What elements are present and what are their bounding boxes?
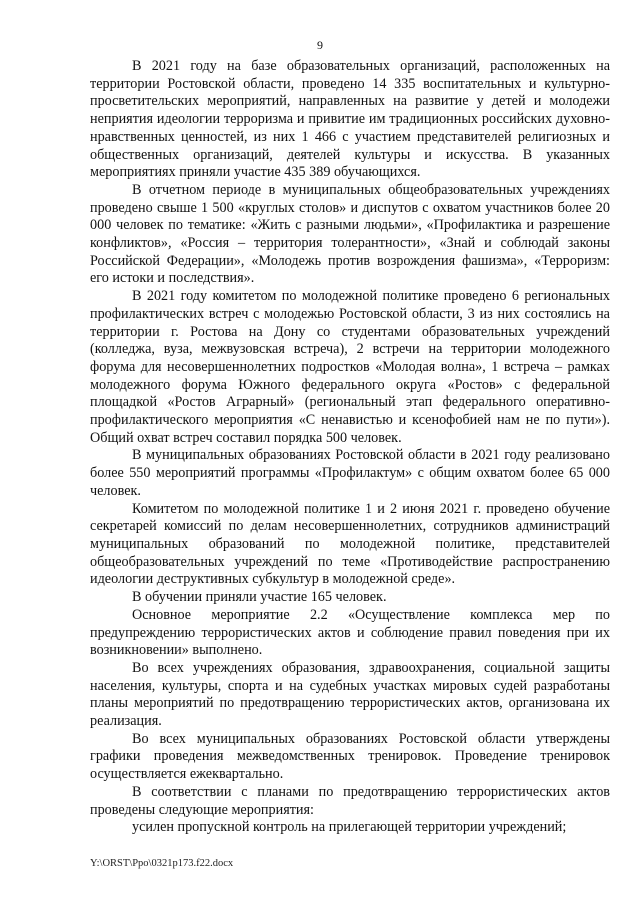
paragraph: Основное мероприятие 2.2 «Осуществление комплекса мер по предупреждению террористических актов и соблюдение правил поведения при их возникновении» выполнено. (90, 606, 610, 659)
document-body (90, 58, 610, 837)
paragraph: Комитетом по молодежной политике 1 и 2 июня 2021 г. проведено обучение секретарей комиссий по делам несовершеннолетних, сотрудников администраций муниципальных образований по молодежной политике, представителей общеобразовательных учреждений по теме «Противодействие распространению идеологии деструктивных субкультур в молодежной среде». (90, 500, 610, 588)
paragraph: Во всех учреждениях образования, здравоохранения, социальной защиты населения, культуры, спорта и на судебных участках мировых судей разработаны планы мероприятий по предотвращению террористических актов, организована их реализация. (90, 659, 610, 730)
paragraph: В обучении приняли участие 165 человек. (132, 589, 387, 606)
paragraph: В отчетном периоде в муниципальных общеобразовательных учреждениях проведено свыше 1 500 «круглых столов» и диспутов с охватом участников более 20 000 человек по тематике: «Жить с разными людьми», «Профилактика и разрешение конфликтов», «Россия – территория толерантности», «Знай и соблюдай законы Российской Федерации», «Молодежь против возрождения фашизма», «Терроризм: его истоки и последствия». (90, 181, 610, 287)
paragraph: В соответствии с планами по предотвращению террористических актов проведены следующие мероприятия: (90, 783, 610, 818)
paragraph: усилен пропускной контроль на прилегающей территории учреждений; (132, 819, 567, 836)
paragraph: В 2021 году комитетом по молодежной политике проведено 6 региональных профилактических встреч с молодежью Ростовской области, 3 из них состоялись на территории г. Ростова на Дону со студентами образовательных учреждений (колледжа, вуза, межвузовская встреча), 2 встречи на территории молодежного форума для несовершеннолетних подростков «Молодая волна», 1 встреча – рамках молодежного форума Южного федерального округа «Ростов» с федеральной площадкой «Ростов Аграрный» (региональный этап федерального оперативно-профилактического мероприятия «С ненавистью и ксенофобией нам не по пути»). Общий охват встреч составил порядка 500 человек. (90, 288, 610, 446)
page-number: 9 (317, 38, 323, 52)
paragraph: Во всех муниципальных образованиях Ростовской области утверждены графики проведения межведомственных тренировок. Проведение тренировок осуществляется ежеквартально. (90, 730, 610, 783)
file-path-footer: Y:\ORST\Ppo\0321p173.f22.docx (90, 858, 234, 869)
paragraph: В муниципальных образованиях Ростовской области в 2021 году реализовано более 550 мероприятий программы «Профилактум» с общим охватом более 65 000 человек. (90, 447, 610, 499)
paragraph: В 2021 году на базе образовательных организаций, расположенных на территории Ростовской области, проведено 14 335 воспитательных и культурно-просветительских мероприятий, направленных на развитие у детей и молодежи неприятия идеологии терроризма и привитие им традиционных российских духовно-нравственных ценностей, из них 1 466 с участием представителей религиозных и общественных организаций, деятелей культуры и искусства. В указанных мероприятиях приняли участие 435 389 обучающихся. (90, 58, 610, 181)
